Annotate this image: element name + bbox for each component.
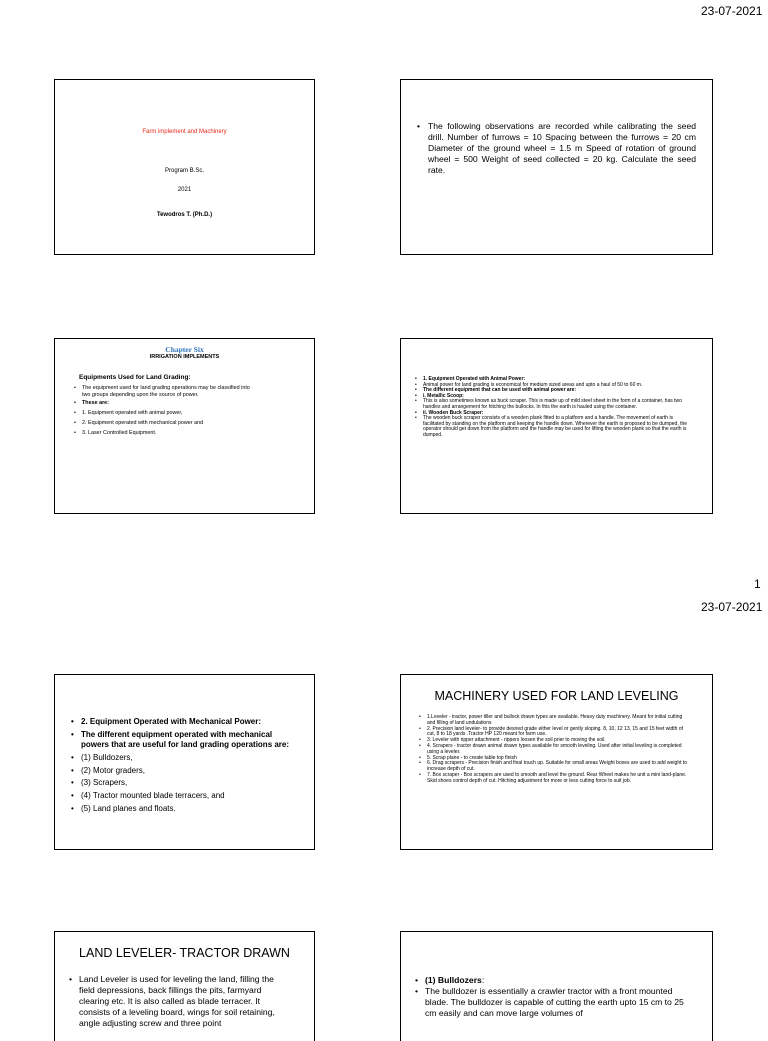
- slide-heading: MACHINERY USED FOR LAND LEVELING: [434, 689, 679, 703]
- bullet-item: • 1.Leveler - tractor, power tiller and bullock drawn types are available. Heavy duty machinery. Meant for initial cutting and filling of land undulations: [419, 715, 692, 727]
- bullet-item: • (2) Motor graders,: [71, 766, 294, 776]
- program-label: Program B.Sc.: [164, 168, 204, 174]
- slide-animal-power-equipment: [400, 338, 713, 514]
- bullet-list: [69, 974, 286, 1029]
- bullet-item: • The equipment used for land grading operations may be classified into two groups depending upon the source of power.: [74, 385, 254, 399]
- bullet-item: • Land Leveler is used for leveling the land, filling the field depressions, back fillings the pits, farmyard clearing etc. It is also called as blade terracer. It consists of a leveling board, wings for soil retaining, angle adjusting screw and three point: [69, 974, 286, 1029]
- bullet-item: • The bulldozer is essentially a crawler tractor with a front mounted blade. The bulldozer is capable of cutting the earth upto 15 cm to 25 cm easily and can move large volumes of: [415, 986, 694, 1019]
- bullet-item: [415, 975, 694, 986]
- bullet-item: • The following observations are recorded while calibrating the seed drill. Number of furrows = 10 Spacing between the furrows = 20 cm Diameter of the ground wheel = 1.5 m Speed of rotation of ground wheel = 500 Weight of seed collected = 20 kg. Calculate the seed rate.: [417, 121, 696, 176]
- bullet-item: • Animal power for land grading is economical for medium sized areas and upto a haul of 50 to 60 m.: [415, 383, 694, 389]
- bullet-list: [417, 121, 696, 176]
- bullet-item: • 3. Laser Controlled Equipment.: [74, 430, 254, 437]
- bullet-list: [71, 717, 294, 817]
- slide-tractor-drawn-leveler: [54, 931, 315, 1041]
- bullet-label: (1) Bulldozers: [425, 975, 482, 985]
- bullet-item: • 2. Equipment Operated with Mechanical Power:: [71, 717, 294, 727]
- bullet-list: [74, 385, 254, 440]
- bullet-item: • The different equipment that can be used with animal power are:: [415, 388, 694, 394]
- bullet-item: • 1. Equipment operated with animal power,: [74, 410, 254, 417]
- bullet-item: • (1) Bulldozers,: [71, 753, 294, 763]
- slide-land-leveling-machinery: [400, 674, 713, 850]
- page-date: 23-07-2021: [701, 4, 763, 18]
- bullet-item: • (3) Scrapers,: [71, 778, 294, 788]
- bullet-label-suffix: :: [481, 975, 485, 985]
- slide-chapter-six: [54, 338, 315, 514]
- bullet-item: • 1. Equipment Operated with Animal Power:: [415, 377, 694, 383]
- bullet-item: • (4) Tractor mounted blade terracers, and: [71, 791, 294, 801]
- bullet-item: • 3. Leveler with ripper attachment - rippers loosen the soil prier to moving the soil.: [419, 738, 692, 744]
- bullet-item: • (5) Land planes and floats.: [71, 804, 294, 814]
- chapter-subtitle: IRRIGATION IMPLEMENTS: [149, 354, 220, 360]
- bullet-item: • i. Metallic Scoop:: [415, 394, 694, 400]
- bullet-item: • 6. Drag scrapers - Precision finish and final touch up. Suitable for small areas Weight boxes are used to add weight to increase depth of cut.: [419, 761, 692, 773]
- course-title: Farm implement and Machinery: [142, 129, 227, 135]
- bullet-item: • The different equipment operated with mechanical powers that are useful for land grading operations are:: [71, 730, 294, 751]
- bullet-item: • 7. Box scraper - Box scrapers are used to smooth and level the ground. Rear Wheel makes he unit a mini land-plane. Skid shoes control depth of cut. Hitching adjustment for more or less cutting force to suit job.: [419, 773, 692, 785]
- bullet-item: • 2. Precision land leveler- to provide desired grade either level or gently sloping. 8, 10, 12 13, 15 and 15 feet width of cut, 8 to 18 yards .Tractor HP 120 meant for farm use.: [419, 727, 692, 739]
- bullet-list: [419, 715, 692, 785]
- bullet-list: [415, 377, 694, 439]
- bullet-item: • These are:: [74, 400, 254, 407]
- bullet-item: • ii. Wooden Buck Scraper:: [415, 411, 694, 417]
- page-date: 23-07-2021: [701, 600, 763, 614]
- year-label: 2021: [177, 187, 192, 193]
- bullet-item: • This is also sometimes known as buck scraper. This is made up of mild steel sheet in the form of a container, has two handles and arrangement for hitching the bullocks. In this the earth is hauled using the container.: [415, 399, 694, 410]
- bullet-list: [415, 975, 694, 1019]
- slide-bulldozers: [400, 931, 713, 1041]
- author-label: Tewodros T. (Ph.D.): [156, 212, 213, 218]
- chapter-title: Chapter Six: [165, 345, 204, 354]
- slide-title: [54, 79, 315, 255]
- slide-mechanical-power-equipment: [54, 674, 315, 850]
- page-number: 1: [754, 577, 761, 591]
- slide-seed-drill-problem: [400, 79, 713, 255]
- bullet-item: • 5. Scrap plane - to create table top finish: [419, 756, 692, 762]
- section-heading: Equipments Used for Land Grading:: [79, 374, 191, 381]
- slide-heading: LAND LEVELER- TRACTOR DRAWN: [79, 946, 290, 960]
- bullet-item: • 4. Scrapers - tractor drawn animal drawn types available for smooth leveling. Used after initial leveling is completed using a leveler.: [419, 744, 692, 756]
- bullet-item: • The wooden buck scraper consists of a wooden plank fitted to a platform and a handle. The movement of earth is facilitated by standing on the platform and keeping the handle down. Wherever the earth is proposed to be dumped, the operator should get down from the platform and the handle may be used for lifting the wooden plank so that the earth is dumped.: [415, 416, 694, 438]
- bullet-item: • 2. Equipment operated with mechanical power and: [74, 420, 254, 427]
